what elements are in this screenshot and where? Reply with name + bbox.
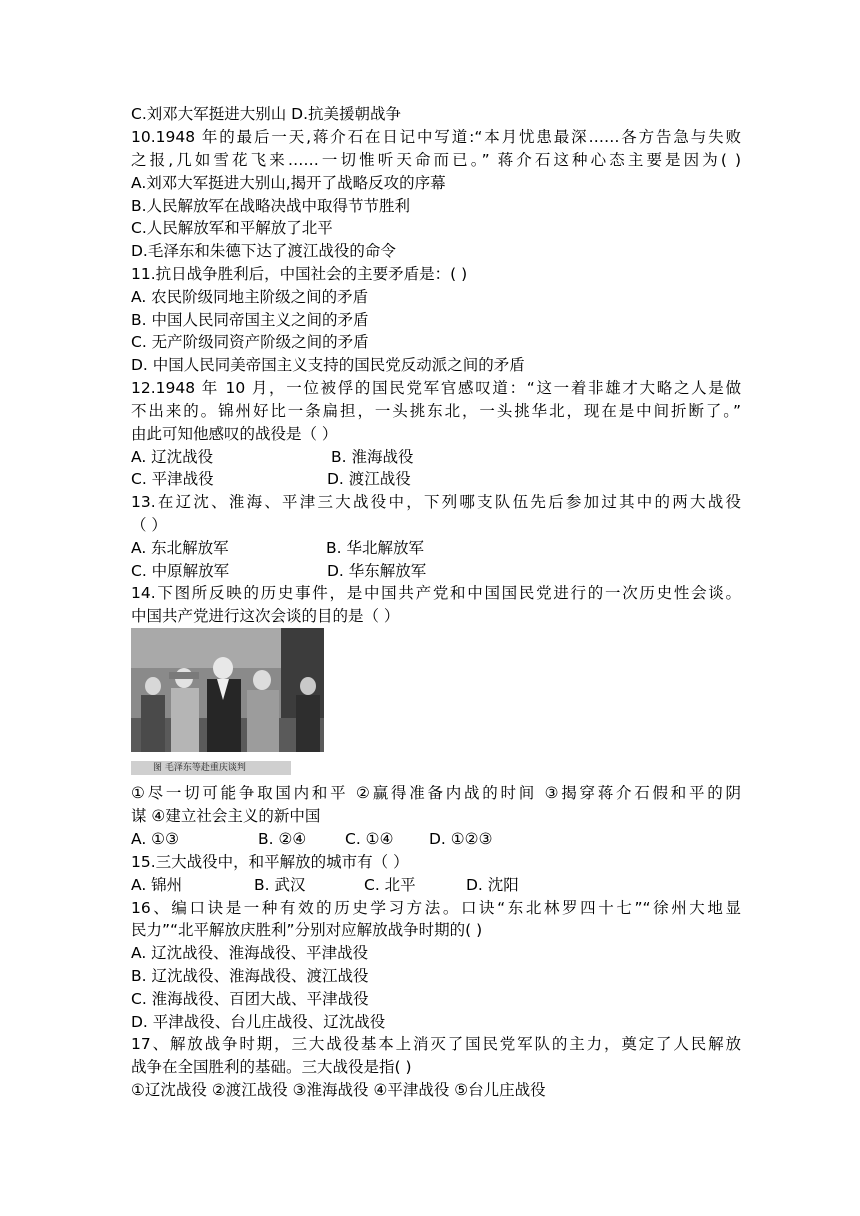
q17-stem-line-2: 战争在全国胜利的基础。三大战役是指( ) xyxy=(131,1058,412,1076)
q12-stem-line-1: 12.1948 年 10 月，一位被俘的国民党军官感叹道：“这一着非雄才大略之人是做 xyxy=(131,379,741,397)
q10-stem-line-1: 10.1948 年的最后一天,蒋介石在日记中写道:“本月忧患最深……各方告急与失败 xyxy=(131,128,741,146)
q11-option-c: C. 无产阶级同资产阶级之间的矛盾 xyxy=(131,333,369,351)
q12-option-a: A. 辽沈战役 xyxy=(131,448,214,466)
q10-option-a: A.刘邓大军挺进大别山,揭开了战略反攻的序幕 xyxy=(131,174,446,192)
q14-options-row xyxy=(131,828,741,850)
q14-stem-line-1: 14.下图所反映的历史事件，是中国共产党和中国国民党进行的一次历史性会谈。 xyxy=(131,584,741,602)
q16-option-a: A. 辽沈战役、淮海战役、平津战役 xyxy=(131,944,369,962)
figure-caption: 图 毛泽东等赴重庆谈判 xyxy=(131,761,291,775)
q15-option-b: B. 武汉 xyxy=(254,876,306,894)
q11-option-a: A. 农民阶级同地主阶级之间的矛盾 xyxy=(131,288,369,306)
q13-stem-line-2: （ ） xyxy=(131,516,167,534)
q16-option-c: C. 淮海战役、百团大战、平津战役 xyxy=(131,990,369,1008)
q15-option-d: D. 沈阳 xyxy=(466,876,519,894)
q13-option-a: A. 东北解放军 xyxy=(131,539,229,557)
q12-stem-line-3: 由此可知他感叹的战役是（ ） xyxy=(131,425,338,443)
q13-option-c: C. 中原解放军 xyxy=(131,562,230,580)
photo-image xyxy=(131,628,324,752)
q14-option-a: A. ①③ xyxy=(131,830,179,848)
q14-option-d: D. ①②③ xyxy=(429,830,493,848)
q13-options-row-1 xyxy=(131,537,741,559)
q17-stem-line-1: 17、解放战争时期，三大战役基本上消灭了国民党军队的主力，奠定了人民解放 xyxy=(131,1035,741,1053)
q12-option-d: D. 渡江战役 xyxy=(327,470,411,488)
q10-option-c: C.人民解放军和平解放了北平 xyxy=(131,219,333,237)
q11-option-b: B. 中国人民同帝国主义之间的矛盾 xyxy=(131,311,369,329)
q15-option-c: C. 北平 xyxy=(364,876,416,894)
q13-options-row-2 xyxy=(131,560,741,582)
chongqing-negotiation-photo xyxy=(131,628,324,752)
q14-choices-line-2: 谋 ④建立社会主义的新中国 xyxy=(131,807,321,825)
q9-option-line: C.刘邓大军挺进大别山 D.抗美援朝战争 xyxy=(131,105,402,123)
q14-choices-line-1: ①尽一切可能争取国内和平 ②赢得准备内战的时间 ③揭穿蒋介石假和平的阴 xyxy=(131,784,741,802)
q12-options-row-2 xyxy=(131,468,741,490)
q14-stem-line-2: 中国共产党进行这次会谈的目的是（ ） xyxy=(131,607,400,625)
q15-options-row xyxy=(131,874,741,896)
q13-option-d: D. 华东解放军 xyxy=(327,562,427,580)
q14-option-b: B. ②④ xyxy=(258,830,307,848)
q10-stem-line-2: 之报,几如雪花飞来……一切惟听天命而已。” 蒋介石这种心态主要是因为( ) xyxy=(131,151,741,169)
q13-option-b: B. 华北解放军 xyxy=(326,539,424,557)
q15-stem: 15.三大战役中，和平解放的城市有（ ） xyxy=(131,853,409,871)
q14-option-c: C. ①④ xyxy=(345,830,394,848)
q12-stem-line-2: 不出来的。锦州好比一条扁担，一头挑东北，一头挑华北，现在是中间折断了。” xyxy=(131,402,741,420)
q16-option-b: B. 辽沈战役、淮海战役、渡江战役 xyxy=(131,967,369,985)
q16-option-d: D. 平津战役、台儿庄战役、辽沈战役 xyxy=(131,1013,386,1031)
q12-option-b: B. 淮海战役 xyxy=(331,448,414,466)
q12-option-c: C. 平津战役 xyxy=(131,470,214,488)
q16-stem-line-2: 民力”“北平解放庆胜利”分别对应解放战争时期的( ) xyxy=(131,921,483,939)
q12-options-row-1 xyxy=(131,446,741,468)
q11-option-d: D. 中国人民同美帝国主义支持的国民党反动派之间的矛盾 xyxy=(131,356,525,374)
q10-option-b: B.人民解放军在战略决战中取得节节胜利 xyxy=(131,197,411,215)
q17-choices-line: ①辽沈战役 ②渡江战役 ③淮海战役 ④平津战役 ⑤台儿庄战役 xyxy=(131,1081,546,1099)
q10-option-d: D.毛泽东和朱德下达了渡江战役的命令 xyxy=(131,242,396,260)
q16-stem-line-1: 16、编口诀是一种有效的历史学习方法。口诀“东北林罗四十七”“徐州大地显 xyxy=(131,899,741,917)
q13-stem-line-1: 13.在辽沈、淮海、平津三大战役中，下列哪支队伍先后参加过其中的两大战役 xyxy=(131,493,741,511)
q15-option-a: A. 锦州 xyxy=(131,876,183,894)
q11-stem: 11.抗日战争胜利后，中国社会的主要矛盾是：( ) xyxy=(131,265,468,283)
